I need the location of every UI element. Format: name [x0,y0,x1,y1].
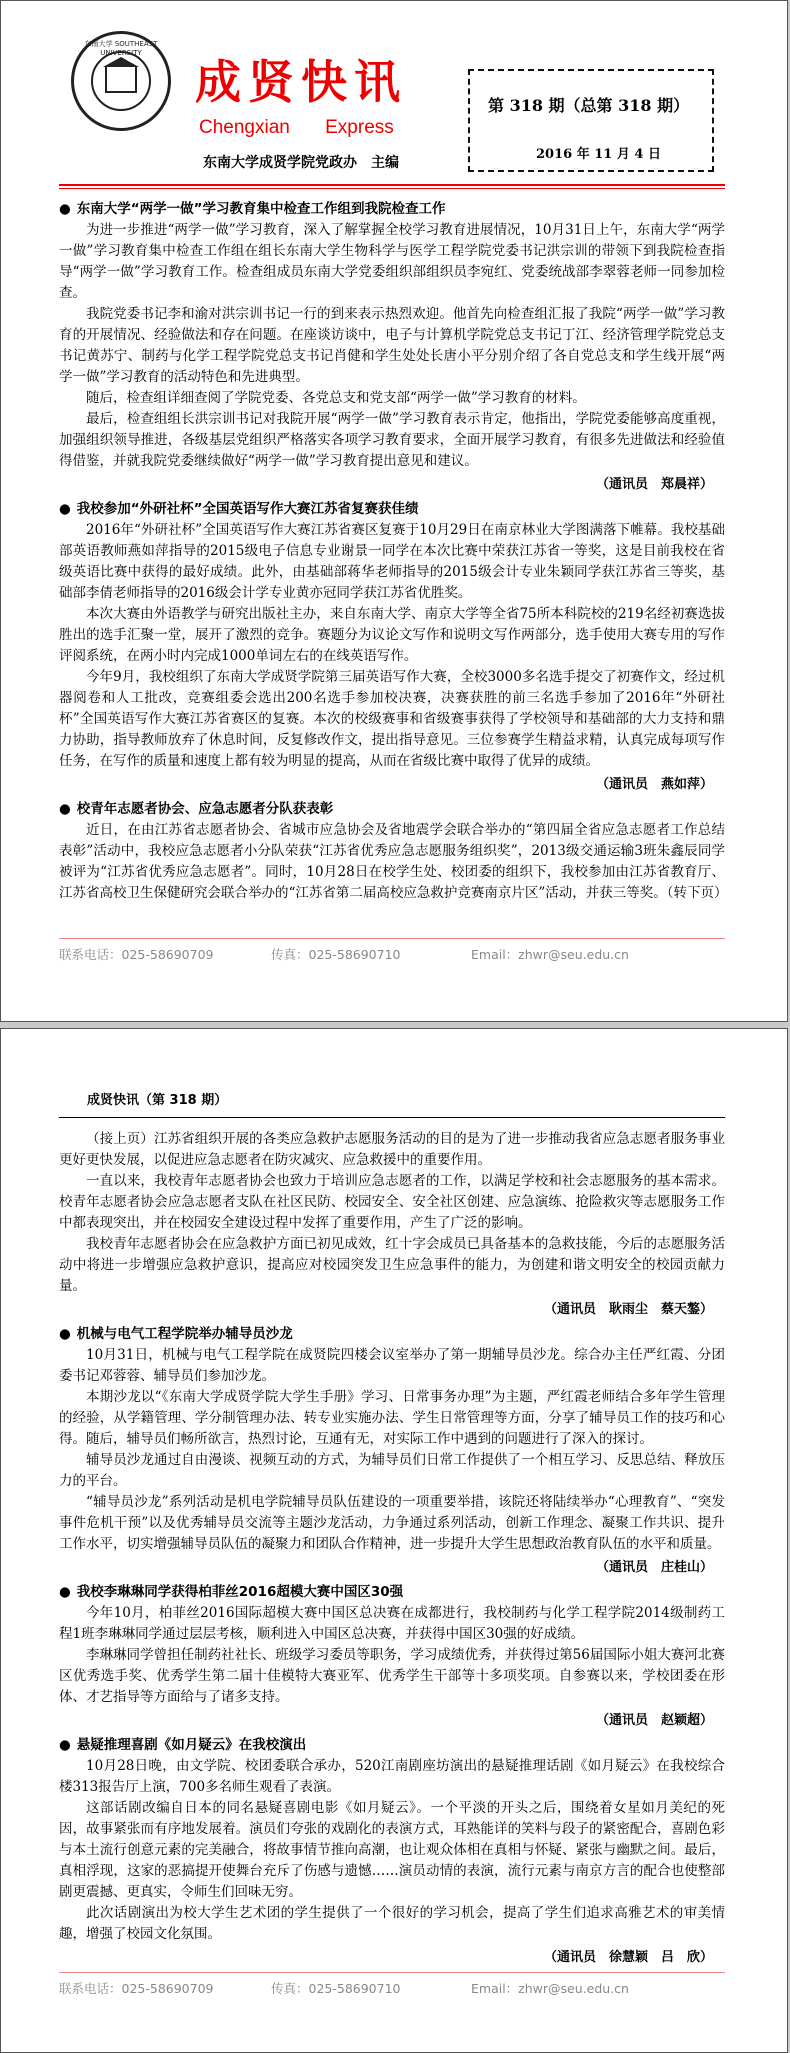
article-signature: （通讯员 庄桂山） [595,1560,713,1575]
article [59,1735,725,1968]
footer-fax: 传真：025-58690710 [271,1981,401,1996]
issue-number: 第 318 期（总第 318 期） [488,96,690,115]
article-paragraph: 辅导员沙龙通过自由漫谈、视频互动的方式，为辅导员们日常工作提供了一个相互学习、反思总结、释放压力的平台。 [59,1452,725,1489]
article-title: ● 机械与电气工程学院举办辅导员沙龙 [59,1324,725,1345]
article-paragraph: 一直以来，我校青年志愿者协会也致力于培训应急志愿者的工作，以满足学校和社会志愿服务的基本需求。校青年志愿者协会应急志愿者支队在社区民防、校园安全、安全社区创建、应急演练、抢险救灾等志愿服务工作中都表现突出，并在校园安全建设过程中发挥了重要作用，产生了广泛的影响。 [59,1173,725,1231]
article-paragraph: 这部话剧改编自日本的同名悬疑喜剧电影《如月疑云》。一个平淡的开头之后，围绕着女星如月美纪的死因，故事紧张而有序地发展着。演员们夸张的戏剧化的表演方式，耳熟能详的笑料与段子的紧密配合，喜剧色彩与本土流行创意元素的完美融合，将故事情节推向高潮，也让观众体相在真相与怀疑、紧张与幽默之间。最后，真相浮现，这家的恶搞提开使舞台充斥了伤感与遗憾……演员动情的表演，流行元素与南京方言的配合也使整部剧更震撼、更真实，令师生们回味无穷。 [59,1800,725,1900]
article [59,1324,725,1578]
article [59,1129,725,1320]
article-paragraph: 本次大赛由外语教学与研究出版社主办，来自东南大学、南京大学等全省75所本科院校的219名经初赛选拔胜出的选手汇聚一堂，展开了激烈的竞争。赛题分为议论文写作和说明文写作两部分，选手使用大赛专用的写作评阅系统，在两小时内完成1000单词左右的在线英语写作。 [59,606,725,664]
page2-articles [59,1129,725,1972]
seal-building-icon [105,67,137,93]
article-paragraph: 我院党委书记李和渝对洪宗训书记一行的到来表示热烈欢迎。他首先向检查组汇报了我院“两学一做”学习教育的开展情况、经验做法和存在问题。在座谈访谈中，电子与计算机学院党总支书记丁江、经济管理学院党总支书记黄苏宁、制药与化学工程学院党总支书记肖健和学生处处长唐小平分别介绍了各自党总支和学生线开展“两学一做”学习教育的活动特色和先进典型。 [59,306,725,385]
newsletter-page-1 [0,0,788,1022]
article-paragraph: （接上页）江苏省组织开展的各类应急救护志愿服务活动的目的是为了进一步推动我省应急志愿者服务事业更好更快发展，以促进应急志愿者在防灾减灾、应急救援中的重要作用。 [59,1131,725,1168]
article-signature: （通讯员 耿雨尘 蔡天鏊） [543,1302,713,1317]
article-paragraph: 2016年“外研社杯”全国英语写作大赛江苏省赛区复赛于10月29日在南京林业大学图满落下帷幕。我校基础部英语教师燕如萍指导的2015级电子信息专业谢景一同学在本次比赛中荣获江苏省一等奖，这是目前我校在省级英语比赛中获得的最好成绩。此外，由基础部蒋华老师指导的2015级会计专业朱颖同学获江苏省三等奖，基础部李倩老师指导的2016级会计学专业黄亦冠同学获江苏省优胜奖。 [59,522,725,601]
article [59,499,725,795]
university-seal-icon [71,31,171,131]
article-title: ● 我校李琳琳同学获得柏菲丝2016超模大赛中国区30强 [59,1582,725,1603]
masthead-rule-thin [59,188,725,189]
running-head-rule [59,1117,725,1118]
issue-date: 2016 年 11 月 4 日 [536,147,661,162]
footer-fax: 传真：025-58690710 [271,947,401,962]
footer-email: Email：zhwr@seu.edu.cn [471,947,629,962]
article-title: ● 东南大学“两学一做”学习教育集中检查工作组到我院检查工作 [59,199,725,220]
editor-line: 东南大学成贤学院党政办 主编 [203,155,399,171]
page1-articles [59,199,728,904]
footer-rule [59,938,725,939]
article-paragraph: 10月28日晚，由文学院、校团委联合承办，520江南剧座坊演出的悬疑推理话剧《如月疑云》在我校综合楼313报告厅上演，700多名师生观看了表演。 [59,1758,725,1795]
masthead-subtitle: Chengxian Express [199,117,394,138]
article-paragraph: 我校青年志愿者协会在应急救护方面已初见成效，红十字会成员已具备基本的急救技能，今后的志愿服务活动中将进一步增强应急救护意识，提高应对校园突发卫生应急事件的能力，为创建和谐文明安全的校园贡献力量。 [59,1236,725,1294]
masthead-rule [59,184,725,186]
issue-box [468,69,714,172]
newsletter-page-2 [0,1028,788,2053]
article-paragraph: 今年10月，柏菲丝2016国际超模大赛中国区总决赛在成都进行，我校制药与化学工程学院2014级制药工程1班李琳琳同学通过层层考核，顺利进入中国区总决赛，并获得中国区30强的好成绩。 [59,1605,725,1642]
article [59,199,725,495]
article-paragraph: 最后，检查组组长洪宗训书记对我院开展“两学一做”学习教育表示肯定，他指出，学院党委能够高度重视，加强组织领导推进，各级基层党组织严格落实各项学习教育要求，全面开展学习教育，有很多先进做法和经验值得借鉴，并就我院党委继续做好“两学一做”学习教育提出意见和建议。 [59,411,725,469]
article-paragraph: 近日，在由江苏省志愿者协会、省城市应急协会及省地震学会联合举办的“第四届全省应急志愿者工作总结表彰”活动中，我校应急志愿者小分队荣获“江苏省优秀应急志愿服务组织奖”，2013级交通运输3班朱鑫辰同学被评为“江苏省优秀应急志愿者”。同时，10月28日在校学生处、校团委的组织下，我校参加由江苏省教育厅、江苏省高校卫生保健研究会联合举办的“江苏省第二届高校应急救护竞赛南京片区”活动，并获三等奖。（转下页） [59,822,728,901]
article-paragraph: 此次话剧演出为校大学生艺术团的学生提供了一个很好的学习机会，提高了学生们追求高雅艺术的审美情趣，增强了校园文化氛围。 [59,1905,725,1942]
article [59,799,728,904]
article-paragraph: 今年9月，我校组织了东南大学成贤学院第三届英语写作大赛，全校3000多名选手提交了初赛作文，经过机器阅卷和人工批改，竞赛组委会选出200名选手参加校决赛，决赛获胜的前三名选手参加了2016年“外研社杯”全国英语写作大赛江苏省赛区的复赛。本次的校级赛事和省级赛事获得了学校领导和基础部的大力支持和鼎力协助，指导教师放弃了休息时间，反复修改作文，提出指导意见。三位参赛学生精益求精，认真完成每项写作任务，在写作的质量和速度上都有较为明显的提高，从而在省级比赛中取得了优异的成绩。 [59,669,725,769]
footer-phone: 联系电话：025-58690709 [59,947,214,962]
footer-phone: 联系电话：025-58690709 [59,1981,214,1996]
article-paragraph: 随后，检查组详细查阅了学院党委、各党总支和党支部“两学一做”学习教育的材料。 [86,390,586,406]
footer-email: Email：zhwr@seu.edu.cn [471,1981,629,1996]
article-title: ● 我校参加“外研社杯”全国英语写作大赛江苏省复赛获佳绩 [59,499,725,520]
article-signature: （通讯员 赵颖超） [595,1713,713,1728]
article-paragraph: “辅导员沙龙”系列活动是机电学院辅导员队伍建设的一项重要举措，该院还将陆续举办“心理教育”、“突发事件危机干预”以及优秀辅导员交流等主题沙龙活动，力争通过系列活动，创新工作理念、凝聚工作共识、提升工作水平，切实增强辅导员队伍的凝聚力和团队合作精神，进一步提升大学生思想政治教育队伍的水平和质量。 [59,1494,725,1552]
article-paragraph: 10月31日，机械与电气工程学院在成贤院四楼会议室举办了第一期辅导员沙龙。综合办主任严红霞、分团委书记邓蓉蓉、辅导员们参加沙龙。 [59,1347,725,1384]
article-title: ● 校青年志愿者协会、应急志愿者分队获表彰 [59,799,725,820]
article-paragraph: 李琳琳同学曾担任制药社社长、班级学习委员等职务，学习成绩优秀，并获得过第56届国际小姐大赛河北赛区优秀选手奖、优秀学生第二届十佳模特大赛亚军、优秀学生干部等十多项奖项。自参赛以来，学校团委在形体、才艺指导等方面给与了诸多支持。 [59,1647,725,1705]
article-signature: （通讯员 郑晨祥） [595,477,713,492]
article-signature: （通讯员 徐慧颖 吕 欣） [543,1950,713,1965]
article-paragraph: 本期沙龙以“《东南大学成贤学院大学生手册》学习、日常事务办理”为主题，严红霞老师结合多年学生管理的经验，从学籍管理、学分制管理办法、转专业实施办法、学生日常管理等方面，分享了辅导员工作的技巧和心得。随后，辅导员们畅所欲言，热烈讨论，互通有无，对实际工作中遇到的问题进行了深入的探讨。 [59,1389,725,1447]
article-paragraph: 为进一步推进“两学一做”学习教育，深入了解掌握全校学习教育进展情况，10月31日上午，东南大学“两学一做”学习教育集中检查工作组在组长东南大学生物科学与医学工程学院党委书记洪宗训的带领下到我院检查指导“两学一做”学习教育工作。检查组成员东南大学党委组织部组织员李宛红、党委统战部李翠蓉老师一同参加检查。 [59,222,725,301]
footer-rule [59,1972,725,1973]
article-title: ● 悬疑推理喜剧《如月疑云》在我校演出 [59,1735,725,1756]
masthead-title: 成贤快讯 [195,55,407,109]
running-head: 成贤快讯（第 318 期） [87,1093,228,1108]
article [59,1582,725,1731]
article-signature: （通讯员 燕如萍） [595,777,713,792]
seal-text: 东南大学 SOUTHEAST UNIVERSITY [84,40,158,57]
